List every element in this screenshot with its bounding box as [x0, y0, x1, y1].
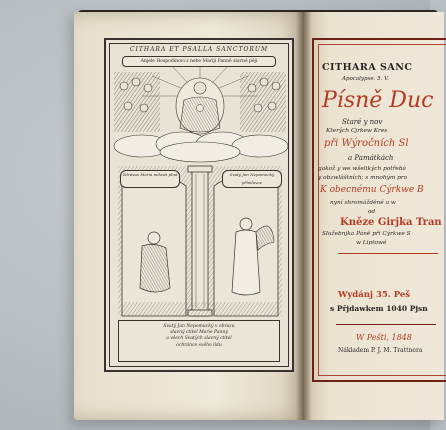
- engraving-caption: [118, 320, 280, 362]
- author-name: Kněze Girjka Tran: [340, 217, 442, 228]
- engraving-title: CITHARA ET PSALLA SANCTORUM: [129, 46, 269, 53]
- title-rule: [338, 253, 438, 254]
- title-line: Služebnjka Páně při Cýrkwe S: [322, 231, 411, 237]
- caption-line: a všech Svatých slavný ctitel: [166, 336, 232, 342]
- engraving-ribbon: Anjele Hospodinovi z nebe Mariji Panně slavně pějí: [122, 56, 276, 67]
- caption-line: Svatý Jan Nepomucký v obrazu: [163, 324, 235, 329]
- engraving-illustration: [112, 66, 288, 326]
- title-line: Kterých Cjrkew Kres: [326, 128, 388, 134]
- imprint-place: W Pešti, 1848: [356, 333, 412, 342]
- title-line: K obecnému Cýrkwe B: [320, 185, 424, 195]
- caption-line: ochránce svého lidu: [176, 342, 222, 348]
- caption-line: slavný ctitel Marie Panny: [170, 330, 228, 336]
- title-line: Staré y nov: [342, 118, 383, 126]
- right-ribbon: Svatý Jan Nepomucký přímluvce: [222, 170, 282, 188]
- imprint-publisher: Nákladem P. J. M. Trattnera: [338, 347, 423, 354]
- left-ribbon: Zdrávas Maria milosti plná: [120, 170, 180, 188]
- title-reference: Apocalypse. 5. V.: [342, 76, 389, 82]
- title-line: při Wýročních Sl: [324, 138, 409, 149]
- book-title: Písně Duc: [322, 88, 434, 113]
- title-line: a Památkách: [348, 154, 394, 162]
- supplement-line: s Přjdawkem 1040 Pjsn: [330, 304, 428, 313]
- title-line: od: [368, 209, 376, 215]
- title-line: gakož y we wšelikých potřebá: [318, 166, 407, 172]
- title-line: w Liptowé: [356, 240, 387, 246]
- title-line: nyní shromážděné a w: [330, 200, 396, 206]
- edition-line: Wydánj 35. Peš: [338, 290, 411, 300]
- book-gutter: [296, 12, 312, 420]
- engraving-plate: [104, 38, 294, 372]
- title-header: CITHARA SANC: [322, 62, 413, 73]
- imprint-rule: [336, 324, 436, 325]
- title-line: y obzwláštních; s mnohým pro: [318, 175, 408, 181]
